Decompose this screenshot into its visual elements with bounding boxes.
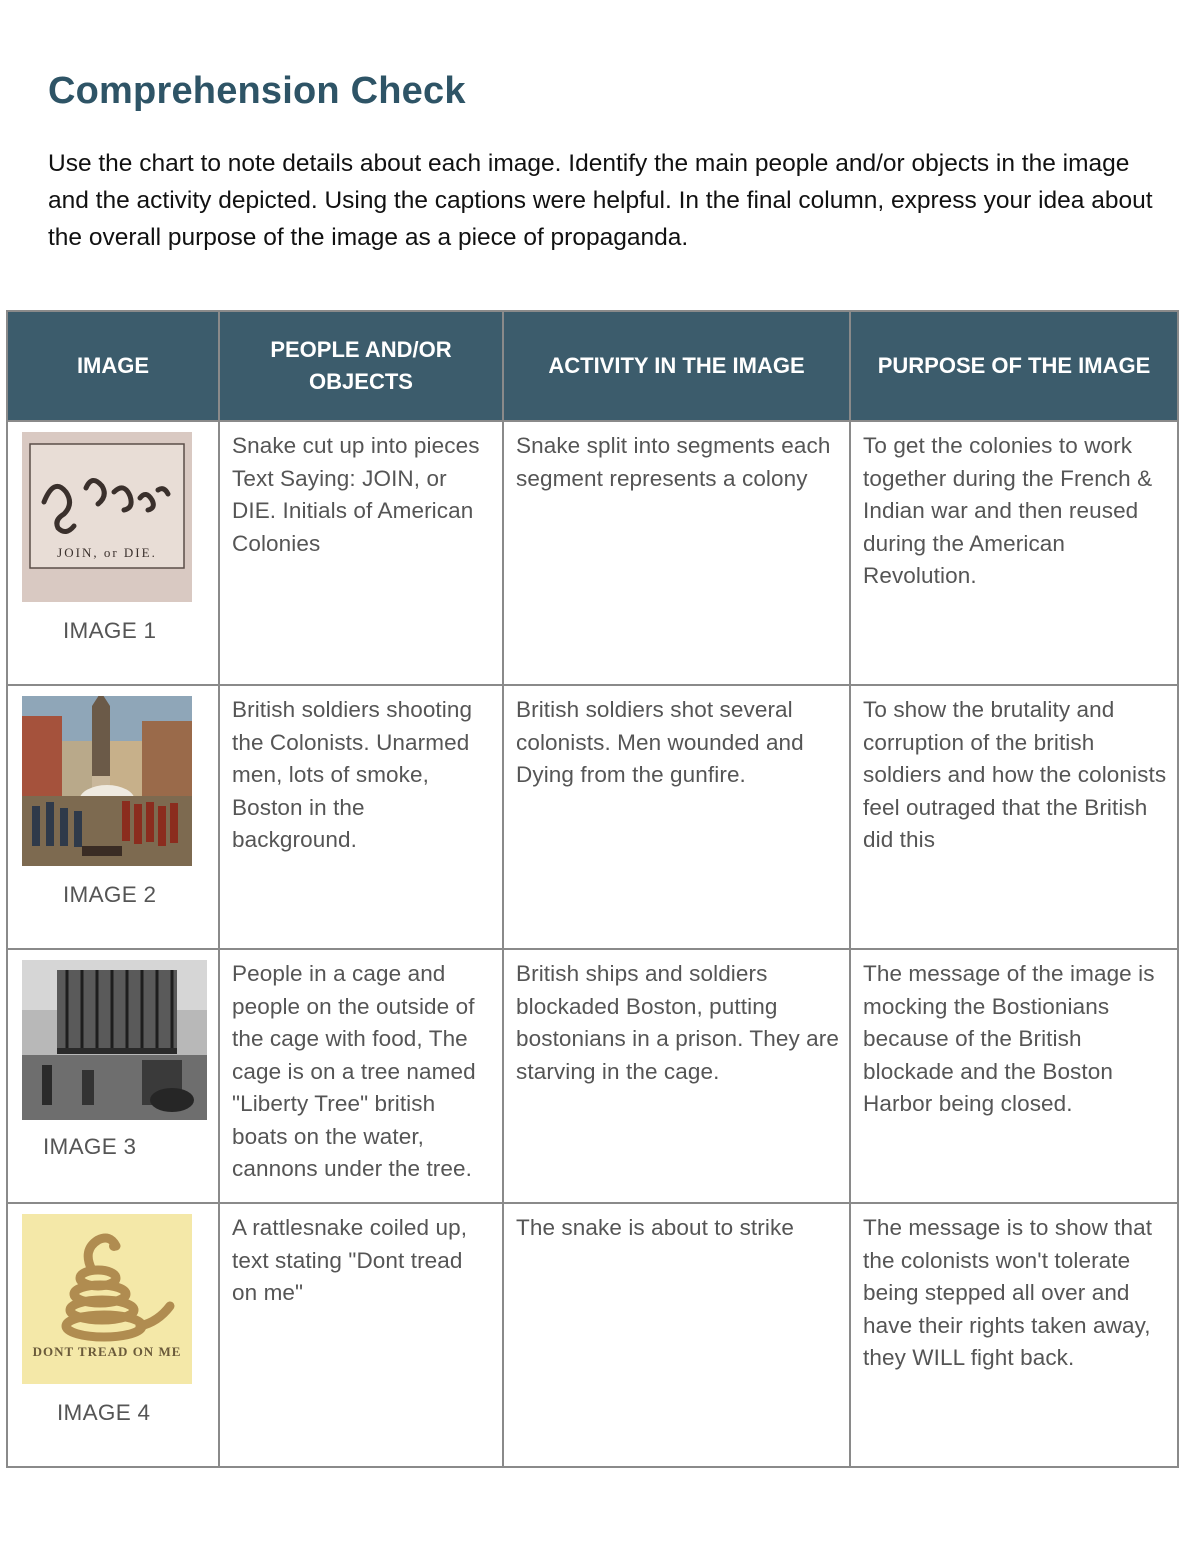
svg-text:JOIN, or DIE.: JOIN, or DIE. bbox=[57, 545, 157, 560]
purpose-cell: The message of the image is mocking the Bostionians because of the British blockade and the Boston Harbor being closed. bbox=[850, 949, 1178, 1203]
people-objects-cell: People in a cage and people on the outside of the cage with food, The cage is on a tree named "Liberty Tree" british boats on the water, cannons under the tree. bbox=[219, 949, 503, 1203]
activity-cell: British ships and soldiers blockaded Boston, putting bostonians in a prison. They are starving in the cage. bbox=[503, 949, 850, 1203]
svg-text:DONT TREAD ON ME: DONT TREAD ON ME bbox=[32, 1344, 182, 1359]
image-cell bbox=[7, 949, 219, 1203]
table-row bbox=[7, 949, 1178, 1203]
people-objects-cell: Snake cut up into pieces Text Saying: JOIN, or DIE. Initials of American Colonies bbox=[219, 421, 503, 685]
activity-cell: The snake is about to strike bbox=[503, 1203, 850, 1467]
activity-cell: Snake split into segments each segment represents a colony bbox=[503, 421, 850, 685]
table-row bbox=[7, 1203, 1178, 1467]
image-cell bbox=[7, 685, 219, 949]
image-cell bbox=[7, 421, 219, 685]
image-caption: IMAGE 4 bbox=[57, 1400, 151, 1425]
purpose-cell: To get the colonies to work together during the French & Indian war and then reused during the American Revolution. bbox=[850, 421, 1178, 685]
image-caption: IMAGE 2 bbox=[63, 882, 157, 907]
instructions-paragraph: Use the chart to note details about each image. Identify the main people and/or objects in the image and the activity depicted. Using the captions were helpful. In the final column, express your idea about the overall purpose of the image as a piece of propaganda. bbox=[48, 150, 1153, 251]
image-caption: IMAGE 3 bbox=[43, 1134, 137, 1159]
dont-tread-on-me-image bbox=[22, 1214, 192, 1384]
table-row bbox=[7, 421, 1178, 685]
bostonians-in-cage-image bbox=[22, 960, 207, 1120]
image-cell bbox=[7, 1203, 219, 1467]
purpose-cell: To show the brutality and corruption of the british soldiers and how the colonists feel outraged that the British did this bbox=[850, 685, 1178, 949]
join-or-die-image bbox=[22, 432, 192, 602]
header-activity: ACTIVITY IN THE IMAGE bbox=[503, 311, 850, 421]
purpose-cell: The message is to show that the colonists won't tolerate being stepped all over and have their rights taken away, they WILL fight back. bbox=[850, 1203, 1178, 1467]
header-image: IMAGE bbox=[7, 311, 219, 421]
comprehension-table bbox=[6, 310, 1179, 1468]
table-header-row bbox=[7, 311, 1178, 421]
header-people-objects: PEOPLE AND/OR OBJECTS bbox=[219, 311, 503, 421]
activity-cell: British soldiers shot several colonists. Men wounded and Dying from the gunfire. bbox=[503, 685, 850, 949]
table-row bbox=[7, 685, 1178, 949]
people-objects-cell: A rattlesnake coiled up, text stating "Dont tread on me" bbox=[219, 1203, 503, 1467]
people-objects-cell: British soldiers shooting the Colonists. Unarmed men, lots of smoke, Boston in the background. bbox=[219, 685, 503, 949]
boston-massacre-image bbox=[22, 696, 192, 866]
image-caption: IMAGE 1 bbox=[63, 618, 157, 643]
page-title: Comprehension Check bbox=[48, 70, 466, 112]
header-purpose: PURPOSE OF THE IMAGE bbox=[850, 311, 1178, 421]
